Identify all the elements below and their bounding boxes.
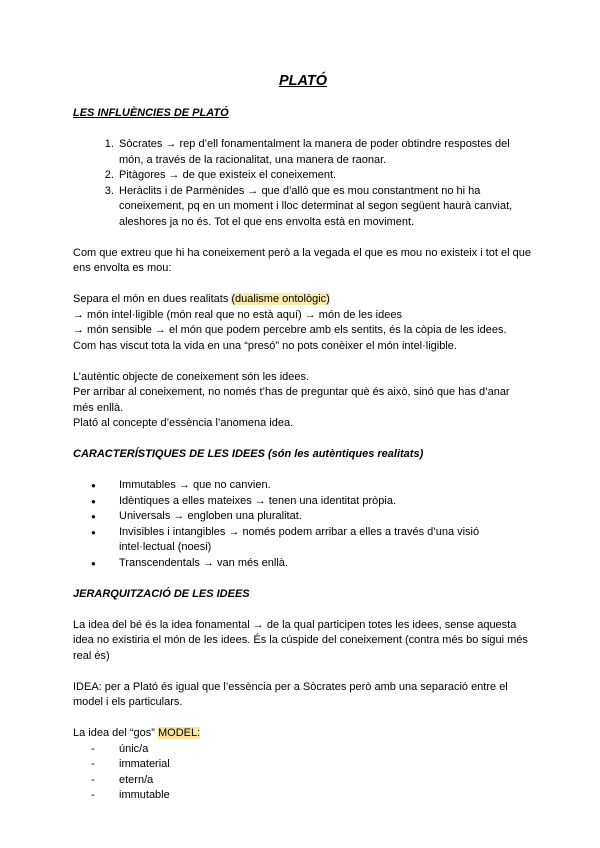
paragraph-objecte: L’autèntic objecte de coneixement són les idees. — [73, 370, 310, 383]
caracteristiques-list — [73, 478, 533, 571]
list-item: 1. Sòcrates → rep d’ell fonamentalment la manera de poder obtindre respostes del món, a través de la racionalitat, una manera de raonar. — [117, 137, 533, 168]
line-sensible: → món sensible → el món que podem percebre amb els sentits, és la còpia de les idees. — [73, 324, 507, 336]
paragraph-coneixement: Com que extreu que hi ha coneixement però a la vegada el que es mou no existeix i tot el que ens envolta es mou: — [73, 246, 532, 274]
highlight-model: MODEL: — [158, 727, 201, 739]
paragraph-gos — [73, 726, 533, 742]
list-item: ● Universals → engloben una pluralitat. — [117, 509, 533, 525]
section-heading-jerarquitzacio: JERARQUITZACIÓ DE LES IDEES — [73, 587, 250, 600]
list-item: - immutable — [117, 788, 533, 804]
paragraph-arribar: Per arribar al coneixement, no només t’has de preguntar què és això, sinó que has d’anar més enllà. — [73, 386, 510, 414]
list-item: ● Transcendentals → van més enllà. — [117, 556, 533, 572]
section-heading-caracteristiques: CARACTERÍSTIQUES DE LES IDEES (són les autèntiques realitats) — [73, 448, 424, 460]
list-item: - immaterial — [117, 757, 533, 773]
list-item: 2. Pitàgores → de que existeix el coneixement. — [117, 168, 533, 184]
influencies-list — [73, 137, 533, 230]
document-page — [73, 72, 533, 804]
list-item: ● Invisibles i intangibles → només podem arribar a elles a través d’una visió intel·lectual (noesi) — [117, 525, 533, 556]
gos-text: La idea del “gos” — [73, 727, 158, 739]
line-preso: Com has viscut tota la vida en una “presó” no pots conèixer el món intel·ligible. — [73, 339, 457, 352]
paragraph-idea: IDEA: per a Plató és igual que l’essència per a Sòcrates però amb una separació entre el model i els particulars. — [73, 680, 508, 708]
paragraph-be: La idea del bé és la idea fonamental → de la qual participen totes les idees, sense aquesta idea no existiria el món de les idees. És la cúspide del coneixement (contra més bo sigui més real és) — [73, 618, 528, 662]
list-item: - únic/a — [117, 742, 533, 758]
list-item: 3. Heràclits i de Parmènides → que d’allò que es mou constantment no hi ha coneixement, pq en un moment i lloc determinat al segon següent haurà canviat, aleshores ja no és. Tot el que ens envolta està en moviment. — [117, 184, 533, 231]
line-intelligible: → món intel·ligible (món real que no està aquí) → món de les idees — [73, 308, 402, 321]
section-heading-influencies: LES INFLUÈNCIES DE PLATÓ — [73, 107, 229, 119]
highlight-dualisme: (dualisme ontològic) — [231, 293, 330, 305]
list-item: ● Immutables → que no canvien. — [117, 478, 533, 494]
model-list — [73, 742, 533, 804]
paragraph-essencia: Plató al concepte d’essència l’anomena idea. — [73, 417, 294, 429]
separa-text: Separa el món en dues realitats — [73, 293, 232, 305]
page-title: PLATÓ — [278, 73, 328, 89]
list-item: - etern/a — [117, 773, 533, 789]
paragraph-separa — [73, 292, 533, 308]
list-item: ● Idèntiques a elles mateixes → tenen una identitat pròpia. — [117, 494, 533, 510]
